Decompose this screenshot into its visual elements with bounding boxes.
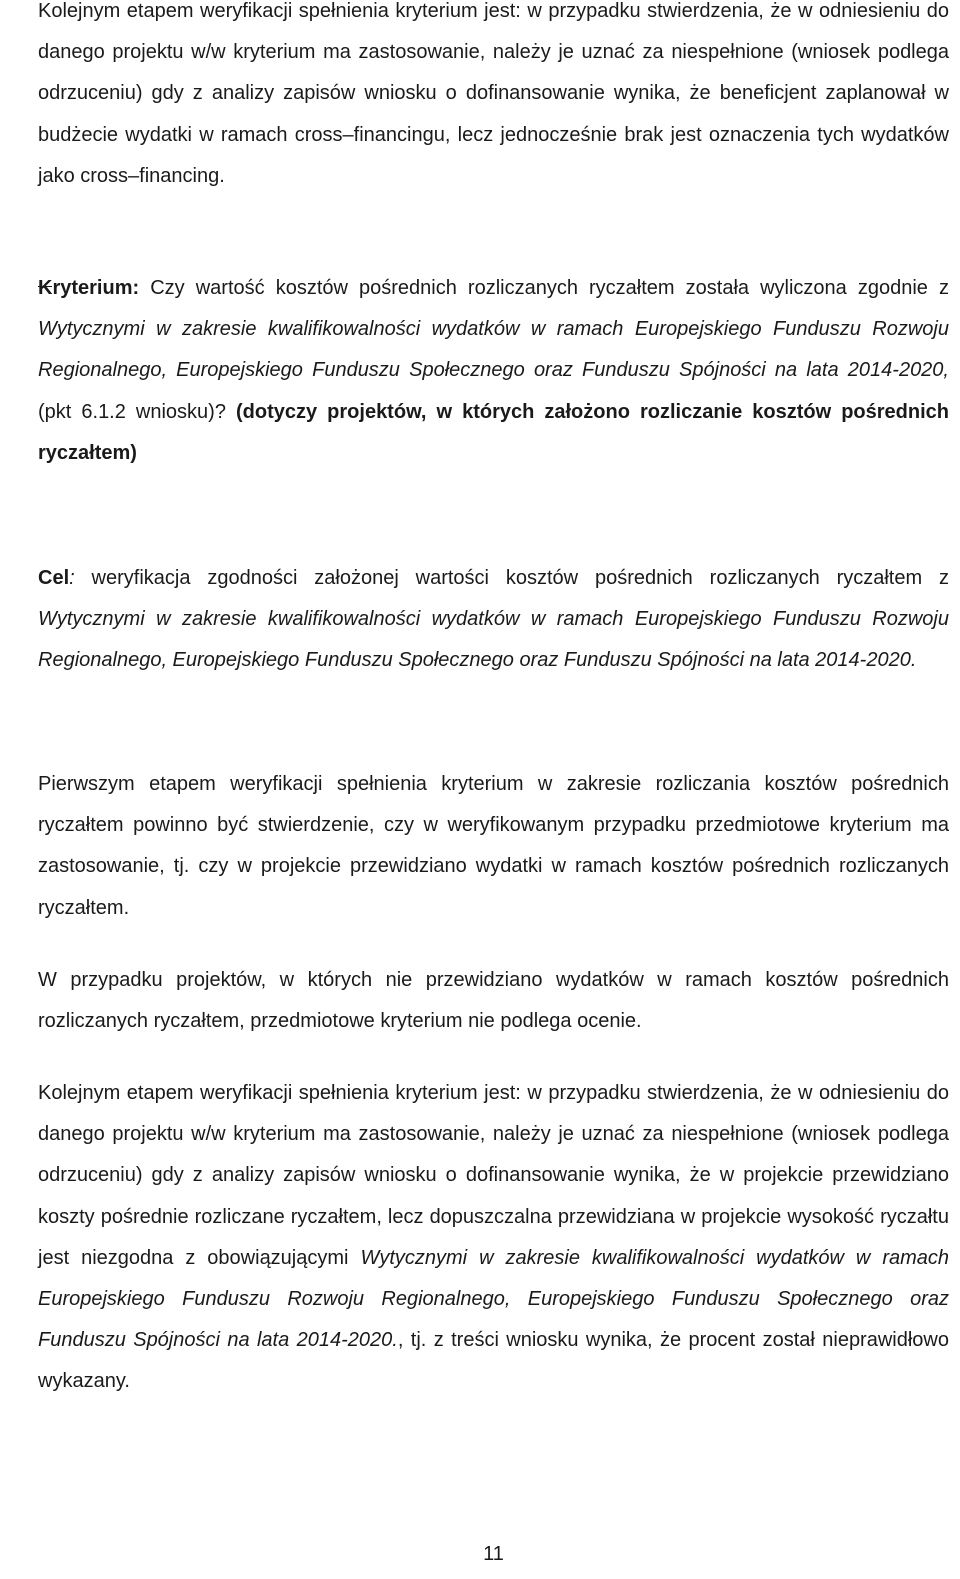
paragraph-not-applicable-case: W przypadku projektów, w których nie przewidziano wydatków w ramach kosztów pośrednich rozliczanych ryczałtem, przedmiotowe kryterium nie podlega ocenie. [38,969,949,1033]
next-stage-text: Kolejnym etapem weryfikacji spełnienia kryterium jest: w przypadku stwierdzenia, że w odniesieniu do danego projektu w/w kryterium ma zastosowanie, należy je uznać za niespełnione (wniosek podlega odrzuceniu) gdy z analizy zapisów wniosku o dofinansowanie wynika, że w projekcie przewidziano koszty pośrednie rozliczane ryczałtem, lecz dopuszczalna przewidziana w projekcie wysokość ryczałtu jest niezgodna z obowiązującymi [38,1082,949,1269]
cel-text: weryfikacja zgodności założonej wartości kosztów pośrednich rozliczanych ryczałtem z [74,567,949,589]
paragraph-kryterium [38,268,949,474]
kryterium-guidelines-reference: Wytycznymi w zakresie kwalifikowalności wydatków w ramach Europejskiego Funduszu Rozwoju Regionalnego, Europejskiego Funduszu Społecznego oraz Funduszu Spójności na lata 2014-2020, [38,318,949,382]
cel-colon: : [69,567,75,589]
paragraph-first-stage-verification: Pierwszym etapem weryfikacji spełnienia kryterium w zakresie rozliczania kosztów pośrednich ryczałtem powinno być stwierdzenie, czy w weryfikowanym przypadku przedmiotowe kryterium ma zastosowanie, tj. czy w projekcie przewidziano wydatki w ramach kosztów pośrednich rozliczanych ryczałtem. [38,773,949,919]
paragraph-cel [38,558,949,682]
kryterium-point-reference: (pkt 6.1.2 wniosku)? [38,400,236,423]
kryterium-question-text: Czy wartość kosztów pośrednich rozliczanych ryczałtem została wyliczona zgodnie z [139,277,949,299]
kryterium-applicability-note: (dotyczy projektów, w których założono rozliczanie kosztów pośrednich ryczałtem) [38,400,949,464]
cel-guidelines-reference: Wytycznymi w zakresie kwalifikowalności wydatków w ramach Europejskiego Funduszu Rozwoju Regionalnego, Europejskiego Funduszu Społecznego oraz Funduszu Spójności na lata 2014-2020. [38,608,949,672]
paragraph-cross-financing-verification: Kolejnym etapem weryfikacji spełnienia kryterium jest: w przypadku stwierdzenia, że w odniesieniu do danego projektu w/w kryterium ma zastosowanie, należy je uznać za niespełnione (wniosek podlega odrzuceniu) gdy z analizy zapisów wniosku o dofinansowanie wynika, że beneficjent zaplanował w budżecie wydatki w ramach cross–financingu, lecz jednocześnie brak jest oznaczenia tych wydatków jako cross–financing. [38,0,949,187]
kryterium-label: Kryterium: [38,277,140,299]
next-stage-conclusion: , tj. z treści wniosku wynika, że procent został nieprawidłowo wykazany. [38,1329,949,1393]
paragraph-next-stage-verification [38,1073,949,1403]
page-number: 11 [483,1543,504,1565]
cel-label: Cel [38,567,70,589]
next-stage-guidelines-reference: Wytycznymi w zakresie kwalifikowalności wydatków w ramach Europejskiego Funduszu Rozwoju Regionalnego, Europejskiego Funduszu Społecznego oraz Funduszu Spójności na lata 2014-2020. [38,1246,950,1352]
